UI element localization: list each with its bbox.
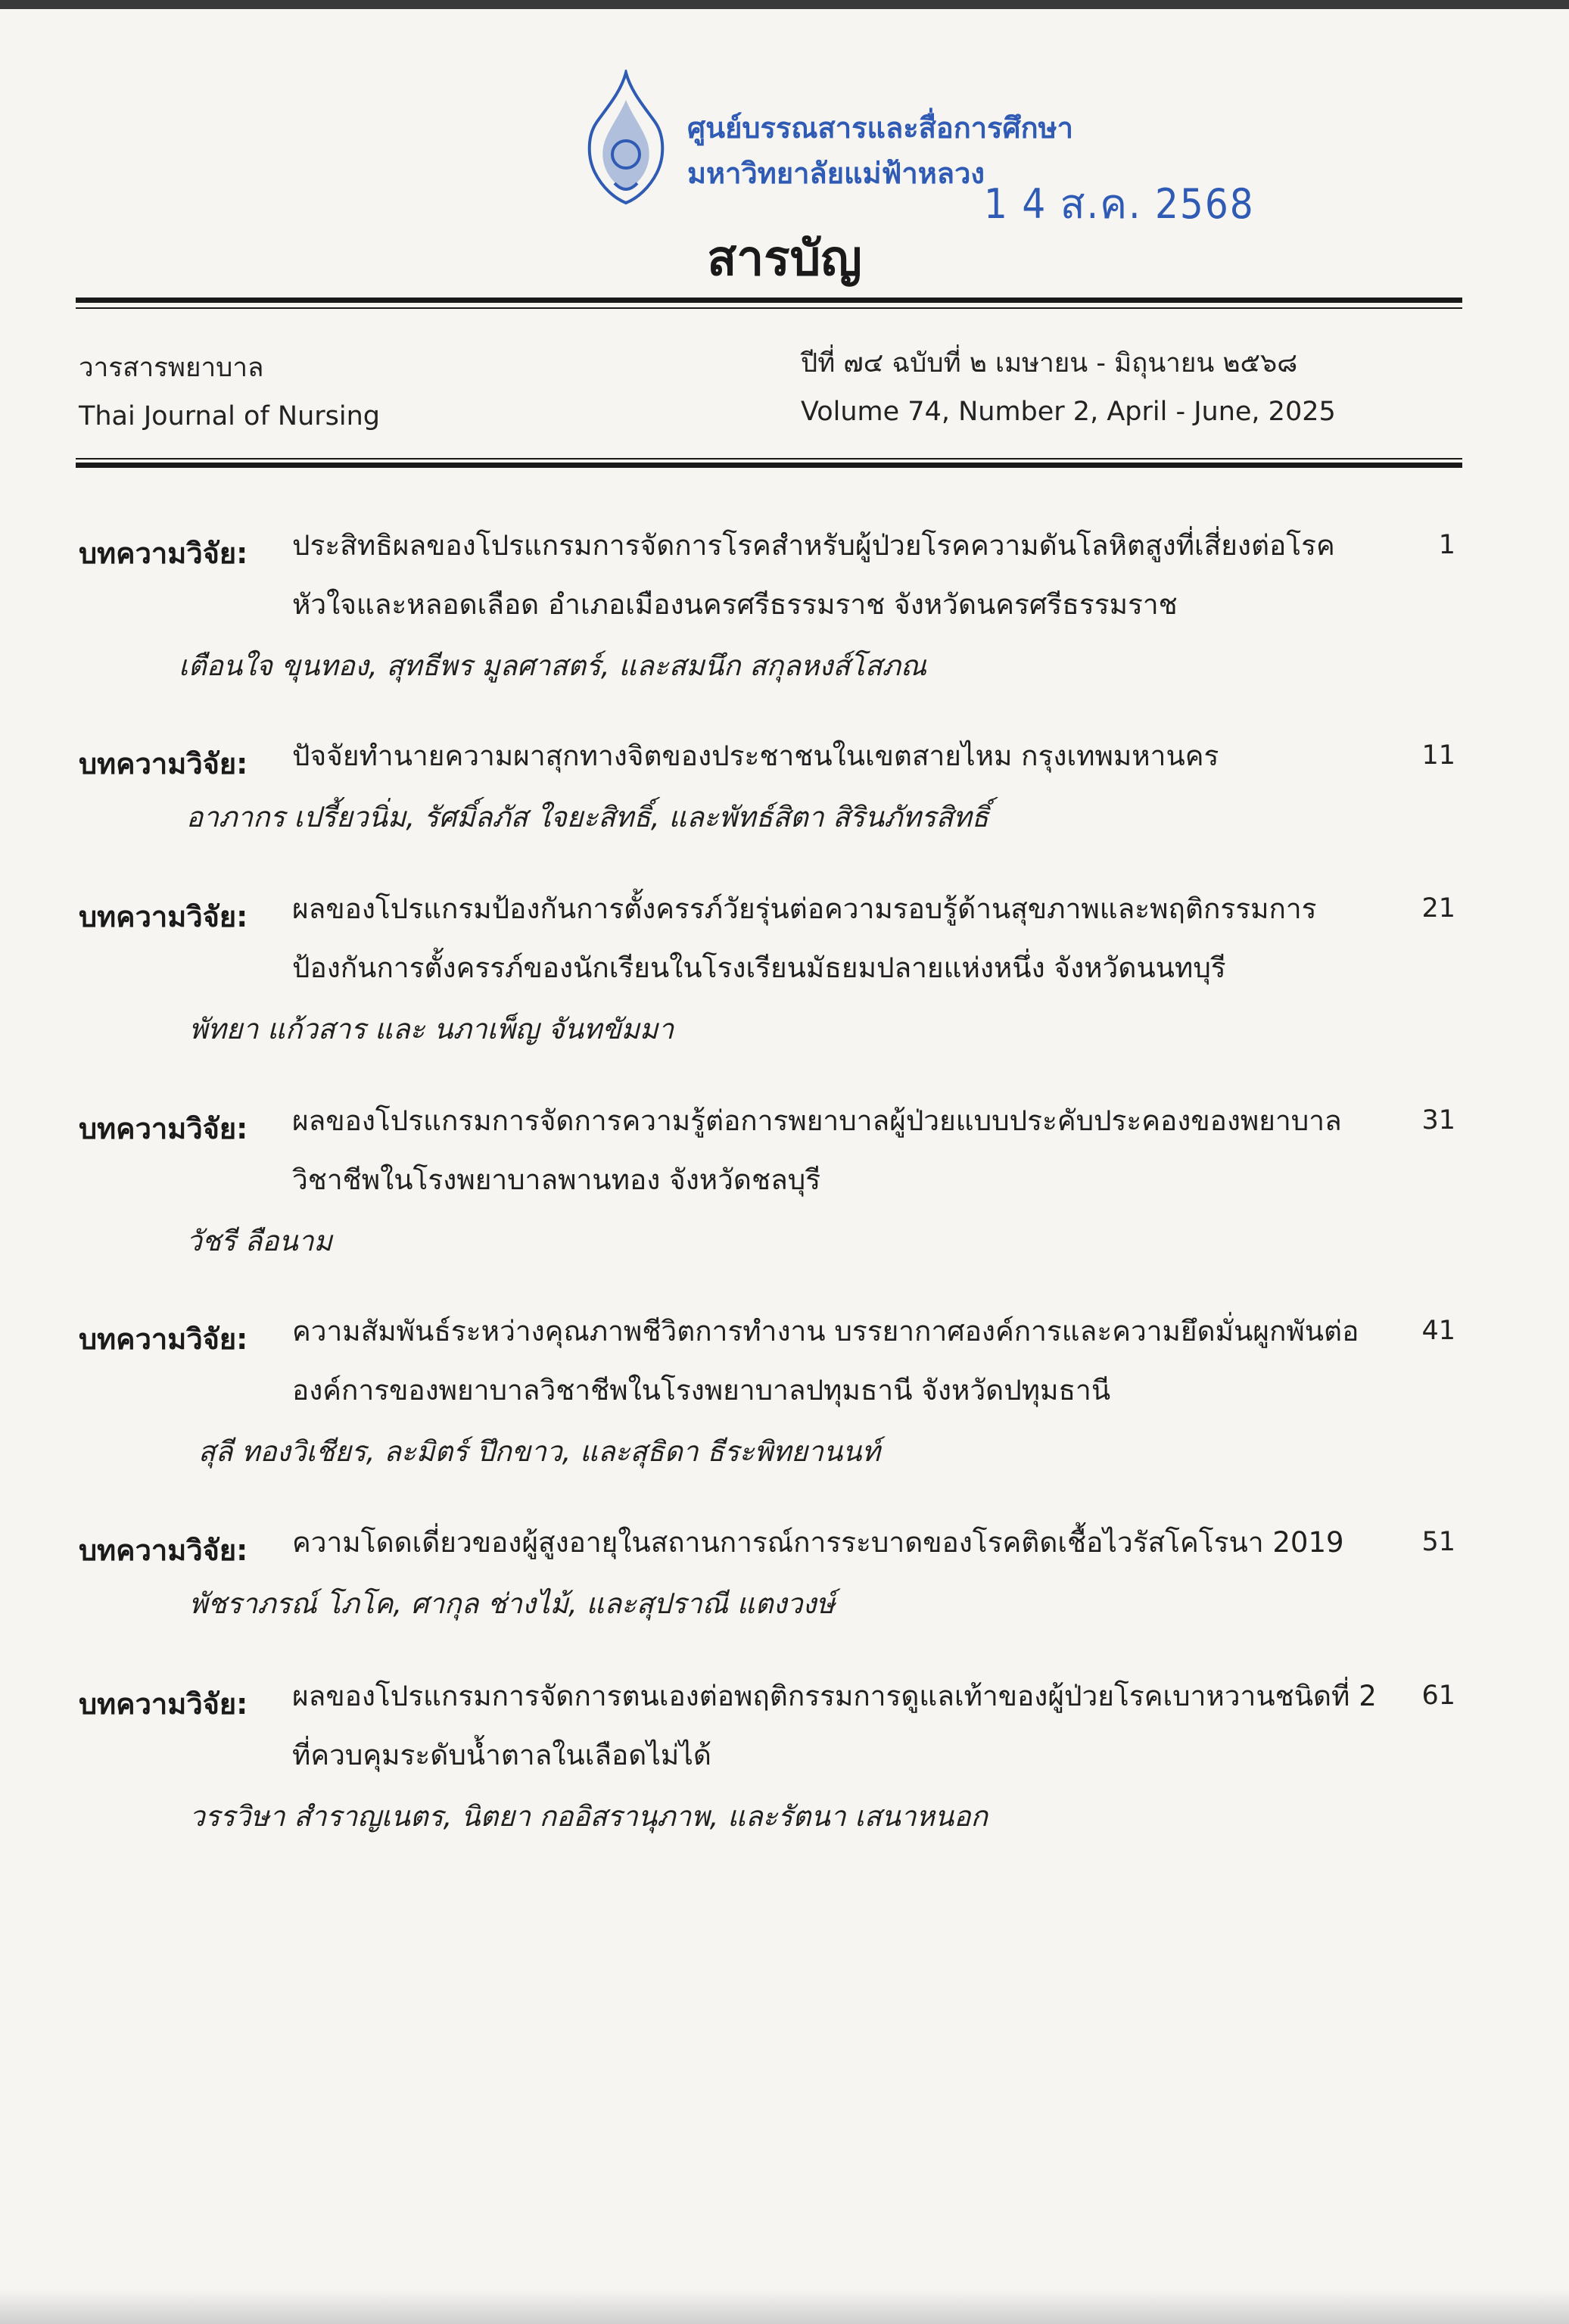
article-page-number: 1 <box>1438 530 1455 560</box>
header-rule-bottom-thin <box>76 458 1462 460</box>
article-type-label: บทความวิจัย: <box>79 537 248 570</box>
stamp-center-name: ศูนย์บรรณสารและสื่อการศึกษา <box>687 111 1073 145</box>
journal-issue-thai: ปีที่ ๗๔ ฉบับที่ ๒ เมษายน - มิถุนายน ๒๕๖๘ <box>801 348 1298 379</box>
header-rule-bottom <box>76 463 1462 468</box>
article-authors: เตือนใจ ขุนทอง, สุทธีพร มูลศาสตร์, และสมนึก สกุลหงส์โสภณ <box>179 650 927 682</box>
article-authors: อาภากร เปรี้ยวนิ่ม, รัศมิ์ลภัส ใจยะสิทธิ์, และพัทธ์สิตา สิรินภัทรสิทธิ์ <box>186 801 989 833</box>
article-type-label: บทความวิจัย: <box>79 1534 248 1567</box>
university-seal-icon <box>584 70 668 207</box>
header-rule-top-thin <box>76 307 1462 309</box>
scan-top-edge <box>0 0 1569 9</box>
journal-name-thai: วารสารพยาบาล <box>79 353 264 383</box>
article-authors: สุลี ทองวิเชียร, ละมิตร์ ปึกขาว, และสุธิดา ธีระพิทยานนท์ <box>198 1435 880 1468</box>
article-page-number: 41 <box>1421 1316 1455 1346</box>
journal-name-english: Thai Journal of Nursing <box>79 401 381 431</box>
article-authors: วรรวิษา สำราญเนตร, นิตยา กออิสรานุภาพ, และรัตนา เสนาหนอก <box>189 1800 988 1833</box>
article-page-number: 31 <box>1421 1105 1455 1136</box>
article-title: ความโดดเดี่ยวของผู้สูงอายุในสถานการณ์การระบาดของโรคติดเชื้อไวรัสโคโรนา 2019 <box>292 1526 1344 1559</box>
article-authors: วัชรี ลือนาม <box>186 1225 332 1257</box>
article-page-number: 21 <box>1421 893 1455 924</box>
article-type-label: บทความวิจัย: <box>79 1687 248 1721</box>
article-authors: พัชราภรณ์ โภโค, ศากุล ช่างไม้, และสุปราณี แตงวงษ์ <box>189 1587 835 1620</box>
page-title: สารบัญ <box>707 231 862 287</box>
article-authors: พัทยา แก้วสาร และ นภาเพ็ญ จันทขัมมา <box>189 1013 674 1045</box>
article-title: ประสิทธิผลของโปรแกรมการจัดการโรคสำหรับผู้ป่วยโรคความดันโลหิตสูงที่เสี่ยงต่อโรคหัวใจและหลอดเลือด อำเภอเมืองนครศรีธรรมราช จังหวัดนครศรีธรรมราช <box>292 529 1335 621</box>
article-page-number: 61 <box>1421 1681 1455 1711</box>
journal-issue-english: Volume 74, Number 2, April - June, 2025 <box>801 397 1336 427</box>
stamp-date: 1 4 ส.ค. 2568 <box>984 180 1255 228</box>
stamp-university-name: มหาวิทยาลัยแม่ฟ้าหลวง <box>687 157 985 190</box>
article-page-number: 51 <box>1421 1527 1455 1557</box>
article-type-label: บทความวิจัย: <box>79 900 248 933</box>
article-page-number: 11 <box>1421 740 1455 771</box>
article-type-label: บทความวิจัย: <box>79 1112 248 1145</box>
article-title: ปัจจัยทำนายความผาสุกทางจิตของประชาชนในเขตสายไหม กรุงเทพมหานคร <box>292 740 1219 772</box>
article-title: ผลของโปรแกรมการจัดการตนเองต่อพฤติกรรมการดูแลเท้าของผู้ป่วยโรคเบาหวานชนิดที่ 2 ที่ควบคุมระดับน้ำตาลในเลือดไม่ได้ <box>292 1680 1377 1771</box>
article-type-label: บทความวิจัย: <box>79 747 248 780</box>
header-rule-top <box>76 298 1462 303</box>
article-title: ความสัมพันธ์ระหว่างคุณภาพชีวิตการทำงาน บรรยากาศองค์การและความยึดมั่นผูกพันต่อองค์การของพยาบาลวิชาชีพในโรงพยาบาลปทุมธานี จังหวัดปทุมธานี <box>292 1315 1359 1407</box>
article-type-label: บทความวิจัย: <box>79 1322 248 1356</box>
article-title: ผลของโปรแกรมป้องกันการตั้งครรภ์วัยรุ่นต่อความรอบรู้ด้านสุขภาพและพฤติกรรมการป้องกันการตั้งครรภ์ของนักเรียนในโรงเรียนมัธยมปลายแห่งหนึ่ง จังหวัดนนทบุรี <box>292 893 1317 984</box>
article-title: ผลของโปรแกรมการจัดการความรู้ต่อการพยาบาลผู้ป่วยแบบประคับประคองของพยาบาลวิชาชีพในโรงพยาบาลพานทอง จังหวัดชลบุรี <box>292 1104 1342 1196</box>
scan-bottom-shadow <box>0 2289 1569 2324</box>
